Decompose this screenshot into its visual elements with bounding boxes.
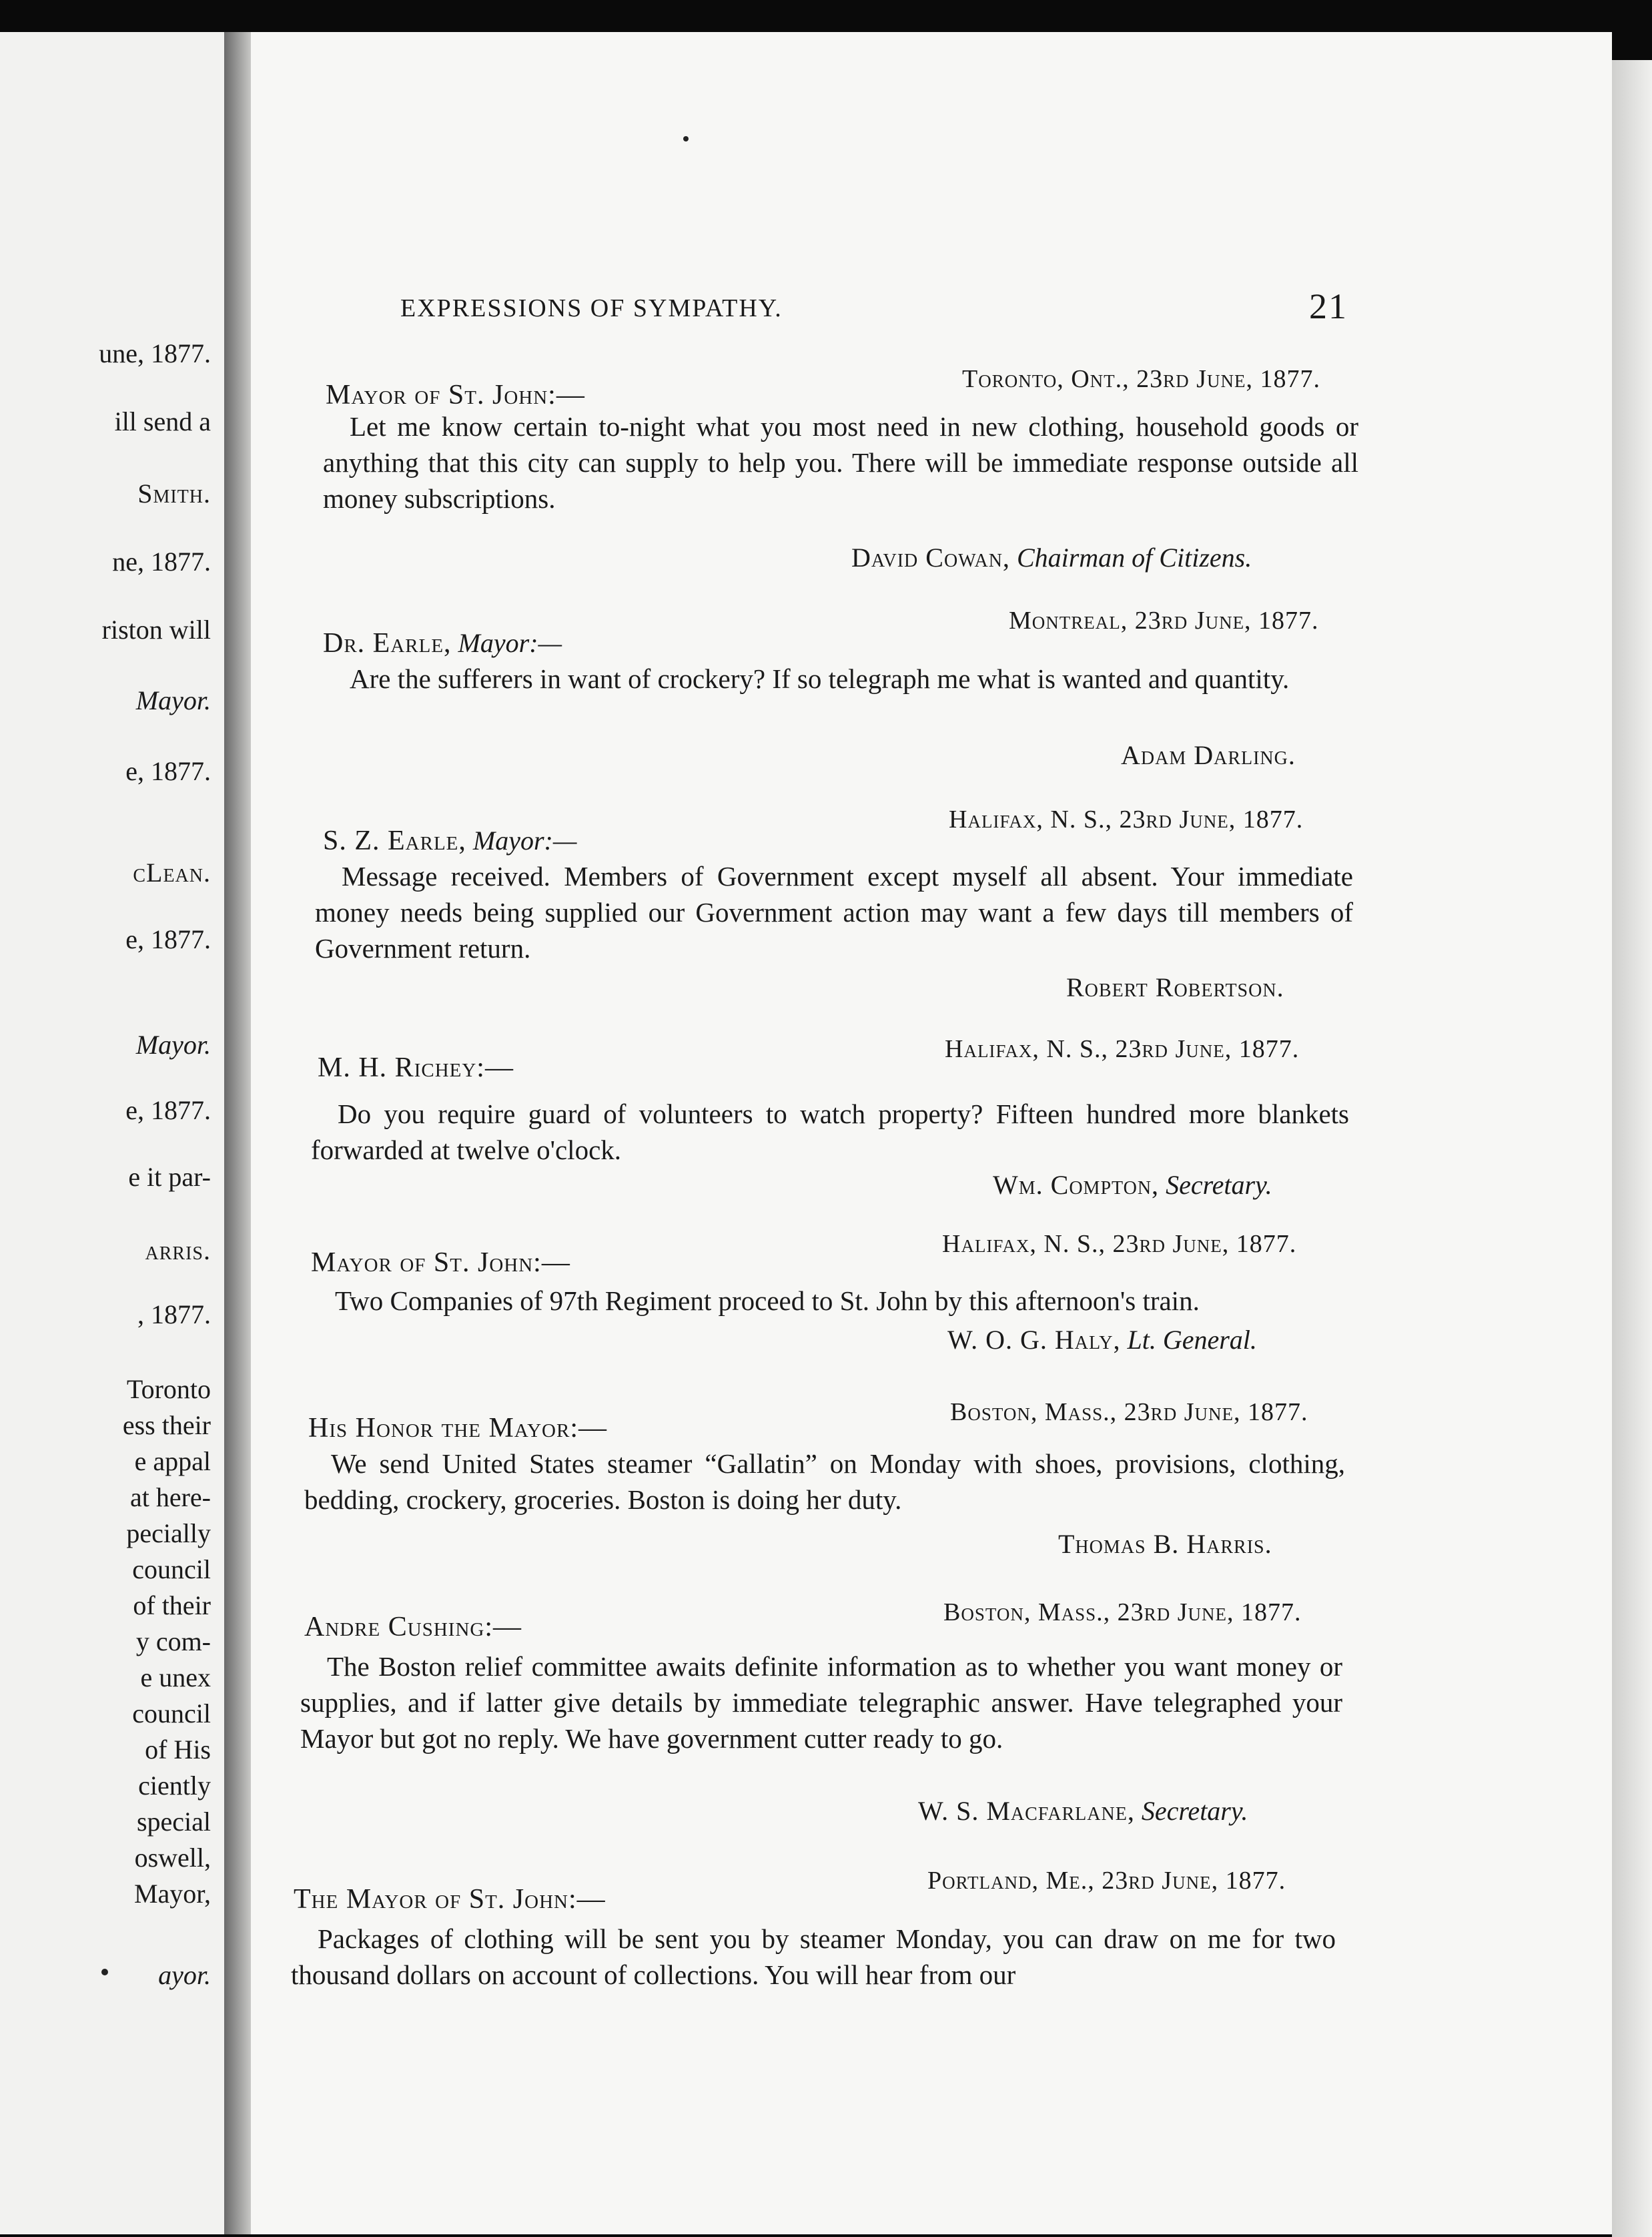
message-body: Are the sufferers in want of crockery? If so telegraph me what is wanted and quantity. [350,663,1290,694]
left-fragment-line: riston will [101,615,211,645]
left-fragment-line: ciently [138,1771,211,1801]
left-fragment-line: of their [133,1590,211,1620]
left-fragment-line: arris. [145,1235,211,1265]
message-addressee: Mayor of St. John:— [326,380,585,410]
message-addressee: M. H. Richey:— [318,1052,514,1083]
previous-page-fragment [0,32,224,2234]
left-fragment-line: Mayor, [133,1879,211,1909]
message-dateline: Toronto, Ont., 23rd June, 1877. [962,365,1320,393]
left-fragment-line: ill send a [114,406,211,436]
left-fragment-line: council [132,1698,211,1728]
message-addressee: His Honor the Mayor:— [308,1413,608,1444]
ink-speck [683,136,689,141]
message-dateline: Boston, Mass., 23rd June, 1877. [943,1598,1302,1626]
message-signature: Robert Robertson. [1066,972,1284,1002]
message-body: We send United States steamer “Gallatin” on Monday with shoes, provisions, clothing, bedding, crockery, groceries. Boston is doing her duty. [304,1448,1345,1515]
left-fragment-line: e appal [134,1446,211,1476]
left-fragment-line: e, 1877. [125,1095,211,1125]
book-gutter [224,32,251,2234]
left-fragment-line: of His [145,1734,211,1765]
message-addressee: Dr. Earle, Mayor:— [323,628,562,659]
message-body: Packages of clothing will be sent you by steamer Monday, you can draw on me for two thousand dollars on account of collections. You will hear from our [291,1923,1336,1990]
message-signature: Adam Darling. [1121,740,1296,770]
message-addressee: Andre Cushing:— [304,1612,522,1642]
left-fragment-line: council [132,1554,211,1584]
message-signature: Wm. Compton, Secretary. [993,1170,1272,1200]
message-dateline: Montreal, 23rd June, 1877. [1009,607,1319,635]
message-body: Do you require guard of volunteers to watch property? Fifteen hundred more blankets forwarded at twelve o'clock. [311,1098,1349,1165]
message-dateline: Boston, Mass., 23rd June, 1877. [950,1398,1308,1426]
left-fragment-line: Mayor. [135,685,211,715]
left-fragment-line: ess their [122,1410,211,1440]
left-fragment-line: special [136,1807,211,1837]
left-fragment-line: une, 1877. [99,338,211,368]
message-dateline: Portland, Me., 23rd June, 1877. [927,1867,1286,1895]
left-fragment-line: ne, 1877. [112,547,211,577]
left-fragment-line: e, 1877. [125,756,211,786]
left-fragment-line: pecially [126,1518,211,1548]
message-dateline: Halifax, N. S., 23rd June, 1877. [949,806,1304,834]
left-fragment-line: e unex [140,1662,211,1692]
ink-speck [101,1969,108,1975]
left-fragment-line: oswell, [134,1843,211,1873]
message-body: The Boston relief committee awaits definite information as to whether you want money or supplies, and if latter give details by immediate telegraphic answer. Have telegraphed your Mayor but got no reply. We have government cutter ready to go. [300,1651,1342,1754]
left-fragment-line: Smith. [137,478,211,509]
message-dateline: Halifax, N. S., 23rd June, 1877. [945,1035,1300,1063]
left-fragment-line: Mayor. [135,1030,211,1060]
message-addressee: The Mayor of St. John:— [294,1884,606,1915]
left-fragment-line: Toronto [126,1374,211,1404]
message-body: Message received. Members of Government except myself all absent. Your immediate money needs being supplied our Government action may want a few days till members of Government return. [315,861,1353,964]
page-edge [1612,60,1652,2237]
page-number: 21 [1309,286,1348,326]
message-addressee: Mayor of St. John:— [311,1247,570,1278]
left-fragment-line: e it par- [128,1162,211,1192]
running-title: EXPRESSIONS OF SYMPATHY. [400,294,783,322]
left-fragment-line: e, 1877. [125,924,211,954]
left-fragment-line: cLean. [133,858,211,888]
message-body: Two Companies of 97th Regiment proceed to St. John by this afternoon's train. [335,1285,1200,1316]
message-addressee: S. Z. Earle, Mayor:— [323,826,577,856]
left-fragment-line: ayor. [158,1960,211,1990]
message-signature: W. S. Macfarlane, Secretary. [918,1796,1248,1826]
left-fragment-line: at here- [129,1482,211,1512]
message-signature: W. O. G. Haly, Lt. General. [947,1325,1257,1355]
message-body: Let me know certain to-night what you most need in new clothing, household goods or anything that this city can supply to help you. There will be immediate response outside all money subscriptions. [323,411,1358,514]
left-fragment-line: y com- [135,1626,211,1656]
message-signature: Thomas B. Harris. [1058,1529,1272,1559]
message-dateline: Halifax, N. S., 23rd June, 1877. [942,1230,1297,1258]
left-fragment-line: , 1877. [137,1299,211,1329]
message-signature: David Cowan, Chairman of Citizens. [851,543,1252,573]
